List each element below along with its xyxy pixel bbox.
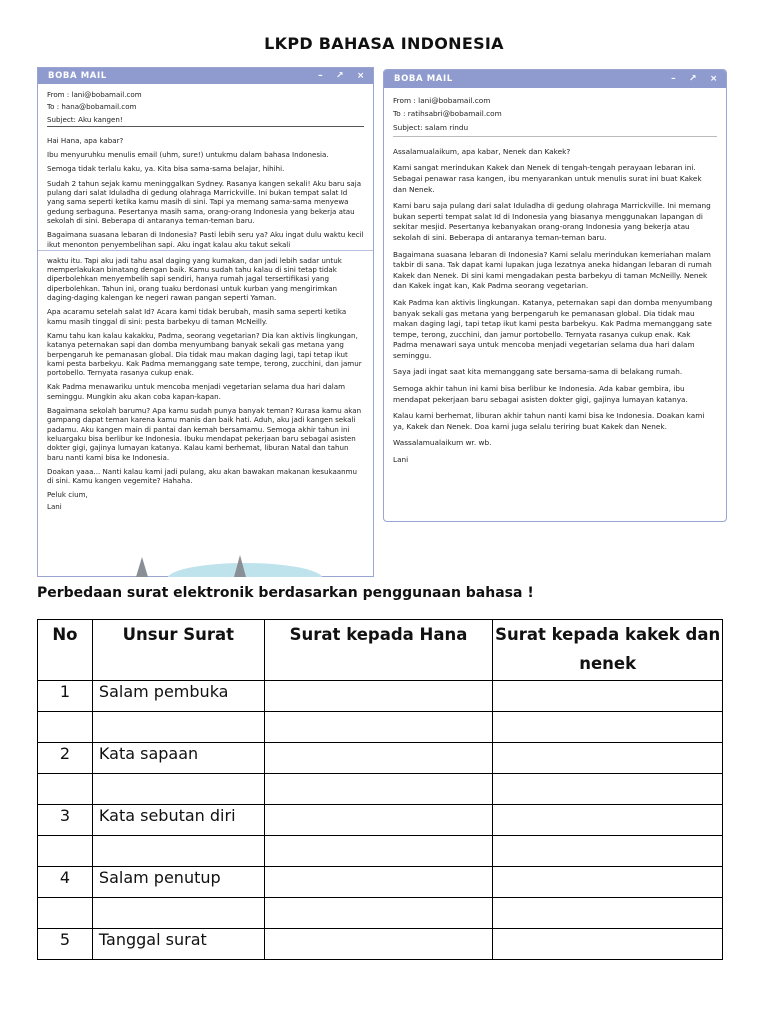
paragraph: Saya jadi ingat saat kita memanggang sate bersama-sama di belakang rumah. [393,367,683,377]
row-label [92,774,264,805]
answer-cell-hana[interactable] [264,774,493,805]
from-line: From : lani@bobamail.com [47,90,142,99]
answer-cell-kakek-nenek[interactable] [493,929,723,960]
answer-cell-hana[interactable] [264,867,493,898]
table-row [38,929,723,960]
minimize-icon[interactable]: – [671,74,677,84]
row-number [38,774,93,805]
table-row [38,743,723,774]
window-controls [662,70,718,88]
answer-cell-hana[interactable] [264,681,493,712]
task-instruction: Perbedaan surat elektronik berdasarkan penggunaan bahasa ! [37,585,534,601]
from-line: From : lani@bobamail.com [393,96,491,105]
row-number: 1 [38,681,93,712]
answer-cell-kakek-nenek[interactable] [493,836,723,867]
email-window-left [37,67,374,577]
expand-icon[interactable]: ↗ [688,74,698,84]
page-break [38,250,373,251]
answer-cell-kakek-nenek[interactable] [493,681,723,712]
paragraph: Kamu tahu kan kalau kakakku, Padma, seorang vegetarian? Dia kan aktivis lingkungan, katanya peternakan sapi dan domba menyumbang banyak sekali gas metana yang berpengaruh ke pemanasan global. Dia tidak mau makan daging lagi, tapi tetap ikut kami pesta barbekyu. Kak Padma memanggang sate tempe, terong, zucchini, dan jamur portobello. Ternyata rasanya cukup enak. [47,330,362,378]
app-name: BOBA MAIL [394,74,453,84]
row-label [92,712,264,743]
paragraph: Kami baru saja pulang dari salat Iduladha di gedung olahraga Marrickville. Ini memang bukan seperti tempat salat Id di Indonesia yang biasanya menggunakan lapangan di sekitar mesjid. Pesertanya kebanyakan orang-orang Indonesia yang bekerja atau sekolah di sini. Beberapa di antaranya teman-teman baru. [393,201,711,242]
table-row [38,867,723,898]
column-header: Surat kepada Hana [264,620,493,681]
answer-cell-hana[interactable] [264,712,493,743]
divider [393,136,717,137]
app-name: BOBA MAIL [48,71,107,81]
email-titlebar [384,70,726,88]
column-header: Unsur Surat [92,620,264,681]
paragraph: Hai Hana, apa kabar? [47,135,124,145]
answer-cell-kakek-nenek[interactable] [493,712,723,743]
paragraph: Bagaimana suasana lebaran di Indonesia? Pasti lebih seru ya? Aku ingat dulu waktu kecil ikut menonton penyembelihan sapi. Aku ingat kalau aku takut sekali [47,230,364,249]
answer-cell-kakek-nenek[interactable] [493,774,723,805]
answer-cell-hana[interactable] [264,929,493,960]
paragraph: Assalamualaikum, apa kabar, Nenek dan Kakek? [393,146,571,156]
divider [47,126,364,127]
paragraph: Bagaimana sekolah barumu? Apa kamu sudah punya banyak teman? Kurasa kamu akan gampang dapat teman karena kamu manis dan baik hati. Aduh, aku jadi kangen sekali padamu. Aku kangen main di pantai dan kemah bersamamu. Semoga akhir tahun ini keluargaku bisa berlibur ke Indonesia. Ibuku mendapat pekerjaan baru sebagai asisten dokter gigi, gajinya lumayan katanya. Kalau kami berhemat, liburan Natal dan tahun baru nanti kami bisa ke Indonesia. [47,406,362,462]
paragraph: Kak Padma menawariku untuk mencoba menjadi vegetarian selama dua hari dalam seminggu. Mungkin aku akan coba kapan-kapan. [47,382,346,401]
to-line: To : ratihsabri@bobamail.com [393,108,502,118]
paragraph: Kalau kami berhemat, liburan akhir tahun nanti kami bisa ke Indonesia. Doakan kami ya, Kakek dan Nenek. Doa kami juga selalu teriring buat Kakek dan Nenek. [393,411,705,431]
paragraph: waktu itu. Tapi aku jadi tahu asal daging yang kumakan, dan jadi lebih sadar untuk memperlakukan binatang dengan baik. Kamu sudah tahu kalau di sini tetap tidak diperbolehkan menyembelih sapi sendiri, hanya rumah jagal tersertifikasi yang diperbolehkan. Tahun ini, orang tuaku berdonasi untuk kurban yang mengirimkan daging-daging kalengan ke negeri rawan pangan seperti Yaman. [47,255,342,303]
row-number: 3 [38,805,93,836]
row-label [92,898,264,929]
answer-cell-kakek-nenek[interactable] [493,898,723,929]
answer-cell-hana[interactable] [264,805,493,836]
expand-icon[interactable]: ↗ [335,71,345,81]
table-row [38,836,723,867]
row-label: Kata sebutan diri [92,805,264,836]
paragraph: Bagaimana suasana lebaran di Indonesia? Kami selalu merindukan kemeriahan malam takbir di sana. Tak dapat kami lupakan juga lezatnya aneka hidangan lebaran di rumah Kakek dan Nenek. Di sini kami mengadakan pesta barbekyu di taman McNeilly. Nenek dan Kakek ingat kan, Kak Padma seorang vegetarian. [393,249,712,291]
table-header-row [38,620,723,681]
answer-cell-kakek-nenek[interactable] [493,743,723,774]
column-header: No [38,620,93,681]
comparison-table [37,619,723,960]
window-controls [309,68,365,84]
row-label: Tanggal surat [92,929,264,960]
answer-cell-hana[interactable] [264,898,493,929]
paragraph: Semoga tidak terlalu kaku, ya. Kita bisa sama-sama belajar, hihihi. [47,164,285,174]
row-label: Salam pembuka [92,681,264,712]
minimize-icon[interactable]: – [318,71,324,81]
email-window-right [383,69,727,522]
hills-illustration [130,553,330,577]
signature: Lani [47,501,62,511]
row-label: Kata sapaan [92,743,264,774]
row-label: Salam penutup [92,867,264,898]
paragraph: Kami sangat merindukan Kakek dan Nenek di tengah-tengah perayaan lebaran ini. Sebagai penawar rasa kangen, ibu menyarankan untuk menulis surat ini buat Kakek dan Nenek. [393,163,702,194]
closing: Wassalamualaikum wr. wb. [393,438,492,448]
paragraph: Semoga akhir tahun ini kami bisa berlibur ke Indonesia. Ada kabar gembira, ibu mendapat pekerjaan baru sebagai asisten dokter gigi, gajinya lumayan katanya. [393,384,688,404]
subject-line: Subject: Aku kangen! [47,114,123,124]
email-body [38,84,373,511]
row-label [92,836,264,867]
table-row [38,898,723,929]
row-number [38,898,93,929]
email-titlebar [38,68,373,84]
to-line: To : hana@bobamail.com [47,102,137,112]
email-body [384,88,726,466]
answer-cell-kakek-nenek[interactable] [493,867,723,898]
subject-line: Subject: salam rindu [393,123,469,133]
row-number [38,836,93,867]
answer-cell-hana[interactable] [264,743,493,774]
table-row [38,712,723,743]
paragraph: Apa acaramu setelah salat Id? Acara kami tidak berubah, masih sama seperti ketika kamu masih tinggal di sini: pesta barbekyu di taman McNeilly. [47,307,347,326]
paragraph: Kak Padma kan aktivis lingkungan. Katanya, peternakan sapi dan domba menyumbang banyak sekali gas metana yang berpengaruh ke pemanasan global. Dia tidak mau makan daging lagi, tapi tetap ikut kami pesta barbekyu. Kak Padma memanggang sate tempe, terong, zucchini, dan jamur portobello. Ternyata rasanya cukup enak. Kak Padma menawari saya untuk mencoba menjadi vegetarian selama dua hari dalam seminggu. [393,297,713,360]
row-number: 2 [38,743,93,774]
table-row [38,774,723,805]
row-number [38,712,93,743]
close-icon[interactable]: × [356,71,365,81]
paragraph: Ibu menyuruhku menulis email (uhm, sure!) untukmu dalam bahasa Indonesia. [47,150,329,160]
close-icon[interactable]: × [709,74,718,84]
column-header: Surat kepada kakek dan nenek [493,620,723,681]
paragraph: Sudah 2 tahun sejak kamu meninggalkan Sydney. Rasanya kangen sekali! Aku baru saja pulang dari salat Iduladha di gedung olahraga Marrickville. Ini bukan tempat salat Id yang sama seperti ketika kamu masih di sini. Tapi ya memang sama-sama menyewa gedung serbaguna. Pesertanya masih sama, orang-orang Indonesia yang bekerja atau sekolah di sini. Beberapa di antaranya teman-teman baru. [47,178,362,225]
table-row [38,805,723,836]
paragraph: Doakan yaaa... Nanti kalau kami jadi pulang, aku akan bawakan makanan kesukaanmu di sini. Kamu kangen vegemite? Hahaha. [47,466,358,486]
answer-cell-hana[interactable] [264,836,493,867]
row-number: 4 [38,867,93,898]
closing: Peluk cium, [47,490,88,500]
signature: Lani [393,455,409,465]
row-number: 5 [38,929,93,960]
answer-cell-kakek-nenek[interactable] [493,805,723,836]
page-title: LKPD BAHASA INDONESIA [264,34,504,53]
table-row [38,681,723,712]
